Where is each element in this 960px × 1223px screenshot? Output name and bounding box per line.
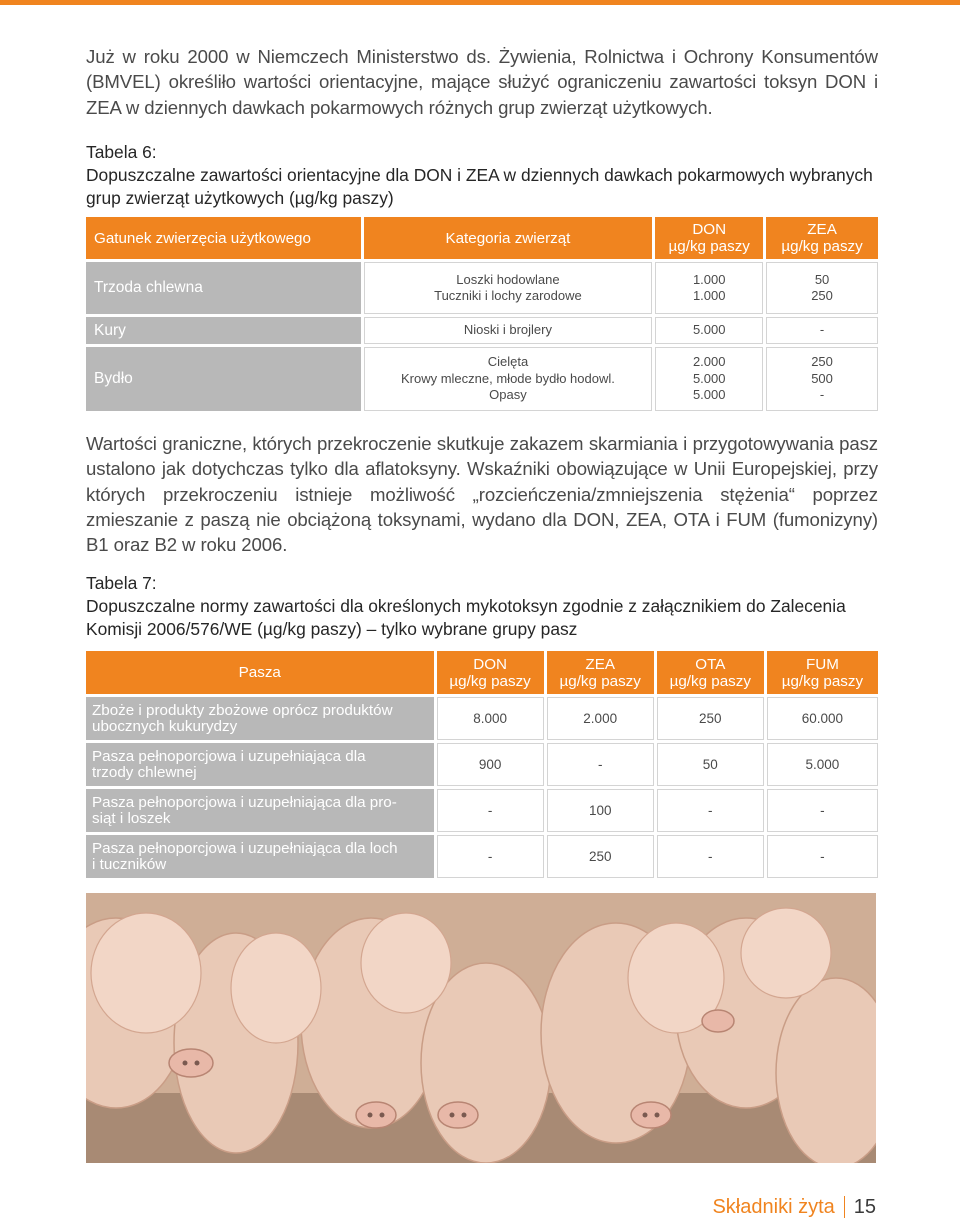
species-cell: Bydło (86, 347, 361, 411)
table-row (86, 317, 878, 344)
middle-paragraph: Wartości graniczne, których przekroczenie skutkuje zakazem skarmiania i przygotowywania pasz ustalono jak dotychczas tylko dla aflatoksyny. Wskaźniki obowiązujące w Unii Europejskiej, przy których przekroczeniu istnieje możliwość „rozcieńczenia/zmniejszenia stężenia“ poprzez zmieszanie z paszą nie obciążoną toksynami, wydano dla DON, ZEA, OTA i FUM (fumonizyny) B1 oraz B2 w roku 2006. (86, 433, 878, 556)
don-cell: 900 (437, 743, 544, 786)
don-cell: - (437, 835, 544, 878)
don-cell: 8.000 (437, 697, 544, 740)
table7-header-zea: ZEA µg/kg paszy (547, 651, 654, 694)
table6-label: Tabela 6: (86, 142, 157, 162)
species-cell: Kury (86, 317, 361, 344)
table6-header-category: Kategoria zwierząt (364, 217, 653, 259)
category-cell: Loszki hodowlane Tuczniki i lochy zarodowe (364, 262, 653, 314)
feed-cell: Zboże i produkty zbożowe oprócz produktów ubocznych kukurydzy (86, 697, 434, 740)
feed-cell: Pasza pełnoporcjowa i uzupełniająca dla trzody chlewnej (86, 743, 434, 786)
table7-label: Tabela 7: (86, 573, 157, 593)
feed-cell: Pasza pełnoporcjowa i uzupełniająca dla loch i tuczników (86, 835, 434, 878)
table7-header-feed: Pasza (86, 651, 434, 694)
table7-header-row (86, 651, 878, 694)
table6-header-row (86, 217, 878, 259)
table7 (83, 648, 881, 881)
fum-cell: - (767, 835, 878, 878)
ota-cell: - (657, 835, 764, 878)
ota-cell: 50 (657, 743, 764, 786)
table-row (86, 697, 878, 740)
pigs-photo (86, 893, 876, 1163)
table-row (86, 789, 878, 832)
table-row (86, 743, 878, 786)
fum-cell: 60.000 (767, 697, 878, 740)
zea-cell: 100 (547, 789, 654, 832)
table6-header-zea: ZEA µg/kg paszy (766, 217, 878, 259)
species-cell: Trzoda chlewna (86, 262, 361, 314)
table7-header-fum: FUM µg/kg paszy (767, 651, 878, 694)
page-number: 15 (853, 1195, 876, 1218)
table-row (86, 262, 878, 314)
intro-paragraph: Już w roku 2000 w Niemczech Ministerstwo ds. Żywienia, Rolnictwa i Ochrony Konsumentów (BMVEL) określiło wartości orientacyjne, mające służyć ograniczeniu zawartości toksyn DON i ZEA w dziennych dawkach pokarmowych różnych grup zwierząt użytkowych. (86, 46, 878, 118)
ota-cell: 250 (657, 697, 764, 740)
table7-header-ota: OTA µg/kg paszy (657, 651, 764, 694)
table6 (83, 214, 881, 414)
don-cell: - (437, 789, 544, 832)
zea-cell: 2.000 (547, 697, 654, 740)
zea-cell: - (766, 317, 878, 344)
feed-cell: Pasza pełnoporcjowa i uzupełniająca dla pro- siąt i loszek (86, 789, 434, 832)
page-footer (712, 1194, 876, 1220)
pigs-illustration (86, 893, 876, 1163)
zea-cell: 250 (547, 835, 654, 878)
fum-cell: - (767, 789, 878, 832)
table7-caption (86, 572, 886, 641)
table-row (86, 347, 878, 411)
table-row (86, 835, 878, 878)
table6-title: Dopuszczalne zawartości orientacyjne dla DON i ZEA w dziennych dawkach pokarmowych wybranych grup zwierząt użytkowych (µg/kg paszy) (86, 165, 873, 208)
table6-header-don: DON µg/kg paszy (655, 217, 763, 259)
table7-header-don: DON µg/kg paszy (437, 651, 544, 694)
zea-cell: 250 500 - (766, 347, 878, 411)
category-cell: Cielęta Krowy mleczne, młode bydło hodowl. Opasy (364, 347, 653, 411)
don-cell: 1.000 1.000 (655, 262, 763, 314)
zea-cell: - (547, 743, 654, 786)
don-cell: 2.000 5.000 5.000 (655, 347, 763, 411)
don-cell: 5.000 (655, 317, 763, 344)
footer-section-title: Składniki żyta (712, 1195, 835, 1218)
zea-cell: 50 250 (766, 262, 878, 314)
category-cell: Nioski i brojlery (364, 317, 653, 344)
table7-title: Dopuszczalne normy zawartości dla określonych mykotoksyn zgodnie z załącznikiem do Zalecenia Komisji 2006/576/WE (µg/kg paszy) – tylko wybrane grupy pasz (86, 596, 846, 639)
top-accent-bar (0, 0, 960, 5)
table6-caption (86, 141, 886, 210)
ota-cell: - (657, 789, 764, 832)
footer-divider (844, 1196, 845, 1218)
fum-cell: 5.000 (767, 743, 878, 786)
table6-header-species: Gatunek zwierzęcia użytkowego (86, 217, 361, 259)
